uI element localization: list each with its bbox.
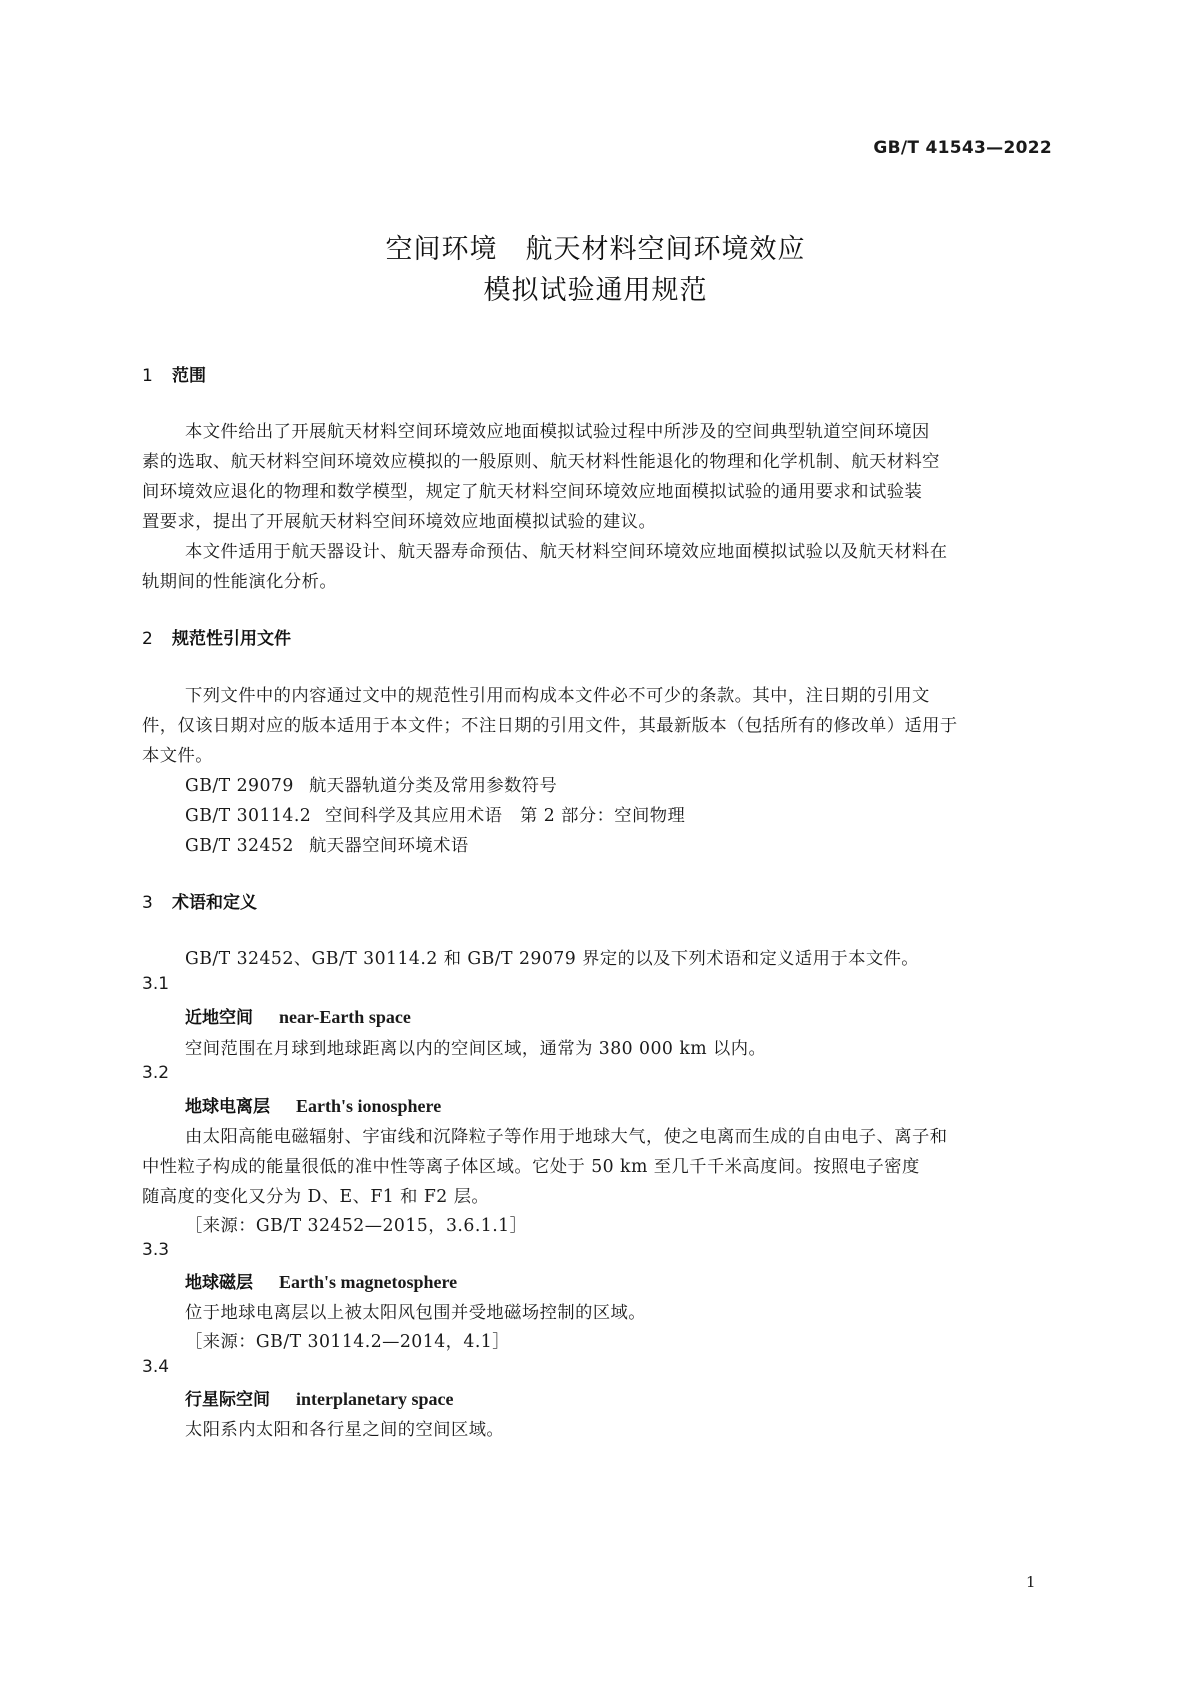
normative-reference bbox=[185, 771, 557, 796]
standard-code: GB/T 41543—2022 bbox=[873, 138, 1052, 158]
term-definition: 太阳系内太阳和各行星之间的空间区域。 bbox=[185, 1420, 505, 1440]
term-chinese: 行星际空间 bbox=[185, 1390, 270, 1410]
paragraph-line: 素的选取、航天材料空间环境效应模拟的一般原则、航天材料性能退化的物理和化学机制、航天材料空 bbox=[142, 452, 940, 472]
section-title: 术语和定义 bbox=[172, 893, 257, 913]
term-number: 3.4 bbox=[142, 1357, 170, 1377]
paragraph-line: 本文件给出了开展航天材料空间环境效应地面模拟试验过程中所涉及的空间典型轨道空间环境因 bbox=[185, 422, 930, 442]
term-number: 3.3 bbox=[142, 1240, 170, 1260]
section-number: 1 bbox=[142, 366, 153, 386]
term-chinese: 近地空间 bbox=[185, 1008, 253, 1028]
term-definition: 中性粒子构成的能量很低的准中性等离子体区域。它处于 50 km 至几千千米高度间。按照电子密度 bbox=[142, 1157, 920, 1177]
term-heading bbox=[185, 1092, 441, 1117]
term-heading bbox=[185, 1385, 453, 1410]
reference-code: GB/T 30114.2 bbox=[185, 806, 312, 826]
term-english: Earth's ionosphere bbox=[296, 1096, 442, 1116]
term-number: 3.1 bbox=[142, 974, 170, 994]
term-english: interplanetary space bbox=[296, 1389, 454, 1409]
reference-code: GB/T 32452 bbox=[185, 836, 294, 856]
term-heading bbox=[185, 1268, 457, 1293]
reference-title: 航天器空间环境术语 bbox=[309, 836, 469, 856]
section-1-heading bbox=[142, 361, 206, 386]
document-title-line-2: 模拟试验通用规范 bbox=[483, 275, 708, 306]
paragraph-line: 置要求，提出了开展航天材料空间环境效应地面模拟试验的建议。 bbox=[142, 512, 657, 532]
term-chinese: 地球电离层 bbox=[185, 1097, 270, 1117]
normative-reference bbox=[185, 831, 469, 856]
term-english: near-Earth space bbox=[279, 1007, 411, 1027]
reference-title: 航天器轨道分类及常用参数符号 bbox=[309, 776, 558, 796]
paragraph-line: 轨期间的性能演化分析。 bbox=[142, 572, 338, 592]
term-number: 3.2 bbox=[142, 1063, 170, 1083]
section-number: 3 bbox=[142, 893, 153, 913]
document-title-line-1: 空间环境 航天材料空间环境效应 bbox=[385, 234, 806, 265]
paragraph-line: GB/T 32452、GB/T 30114.2 和 GB/T 29079 界定的以及下列术语和定义适用于本文件。 bbox=[185, 949, 920, 969]
term-chinese: 地球磁层 bbox=[185, 1273, 253, 1293]
paragraph-line: 下列文件中的内容通过文中的规范性引用而构成本文件必不可少的条款。其中，注日期的引用文 bbox=[185, 686, 930, 706]
section-2-heading bbox=[142, 624, 291, 649]
term-definition: 空间范围在月球到地球距离以内的空间区域，通常为 380 000 km 以内。 bbox=[185, 1039, 767, 1059]
reference-code: GB/T 29079 bbox=[185, 776, 294, 796]
term-definition: 由太阳高能电磁辐射、宇宙线和沉降粒子等作用于地球大气，使之电离而生成的自由电子、离子和 bbox=[185, 1127, 948, 1147]
section-title: 范围 bbox=[172, 366, 206, 386]
term-definition: 位于地球电离层以上被太阳风包围并受地磁场控制的区域。 bbox=[185, 1303, 647, 1323]
paragraph-line: 本文件。 bbox=[142, 746, 213, 766]
section-title: 规范性引用文件 bbox=[172, 629, 291, 649]
term-definition: 随高度的变化又分为 D、E、F1 和 F2 层。 bbox=[142, 1187, 490, 1207]
term-source: ［来源：GB/T 30114.2—2014，4.1］ bbox=[185, 1332, 510, 1352]
paragraph-line: 间环境效应退化的物理和数学模型，规定了航天材料空间环境效应地面模拟试验的通用要求和试验装 bbox=[142, 482, 923, 502]
term-english: Earth's magnetosphere bbox=[279, 1272, 458, 1292]
page-number: 1 bbox=[1026, 1573, 1036, 1591]
paragraph-line: 本文件适用于航天器设计、航天器寿命预估、航天材料空间环境效应地面模拟试验以及航天材料在 bbox=[185, 542, 948, 562]
section-number: 2 bbox=[142, 629, 153, 649]
term-heading bbox=[185, 1003, 411, 1028]
section-3-heading bbox=[142, 888, 257, 913]
normative-reference bbox=[185, 801, 685, 826]
term-source: ［来源：GB/T 32452—2015，3.6.1.1］ bbox=[185, 1216, 528, 1236]
reference-title: 空间科学及其应用术语 第 2 部分：空间物理 bbox=[325, 806, 686, 826]
paragraph-line: 件，仅该日期对应的版本适用于本文件；不注日期的引用文件，其最新版本（包括所有的修改单）适用于 bbox=[142, 716, 958, 736]
